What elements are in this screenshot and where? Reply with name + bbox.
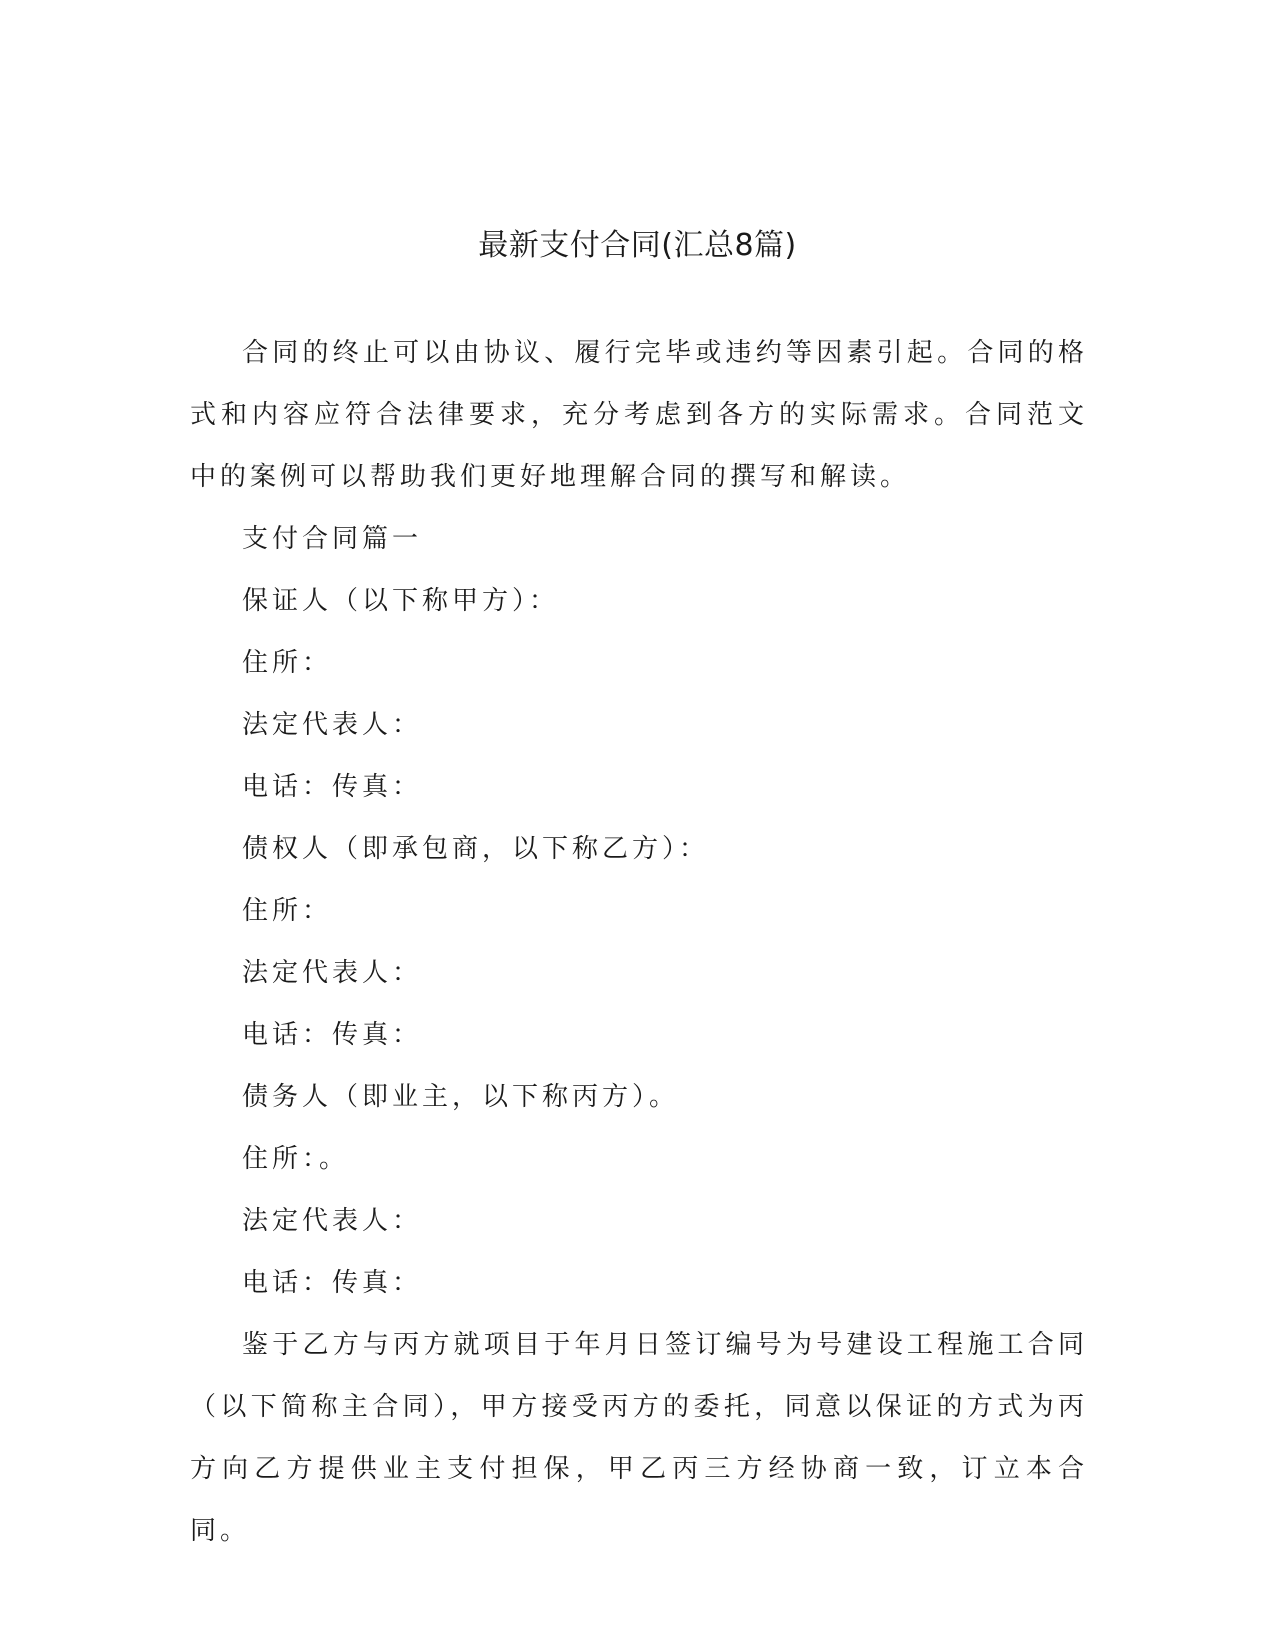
document-body [190, 322, 1088, 1562]
creditor-representative-line: 法定代表人： [242, 958, 423, 988]
guarantor-representative-line: 法定代表人： [242, 710, 423, 740]
creditor-line: 债权人（即承包商，以下称乙方）： [242, 834, 710, 864]
creditor-address-line: 住所： [242, 896, 333, 926]
debtor-address-line: 住所：。 [242, 1144, 350, 1174]
section-heading: 支付合同篇一 [242, 524, 423, 554]
debtor-representative-line: 法定代表人： [242, 1206, 423, 1236]
intro-paragraph: 合同的终止可以由协议、履行完毕或违约等因素引起。合同的格式和内容应符合法律要求，充分考虑到各方的实际需求。合同范文中的案例可以帮助我们更好地理解合同的撰写和解读。 [190, 338, 1088, 492]
recital-paragraph: 鉴于乙方与丙方就项目于年月日签订编号为号建设工程施工合同（以下简称主合同），甲方接受丙方的委托，同意以保证的方式为丙方向乙方提供业主支付担保，甲乙丙三方经协商一致，订立本合同。 [190, 1330, 1088, 1546]
document-title: 最新支付合同(汇总8篇) [478, 228, 797, 264]
creditor-contact-line: 电话：传真： [242, 1020, 423, 1050]
guarantor-line: 保证人（以下称甲方）： [242, 586, 560, 616]
guarantor-contact-line: 电话：传真： [242, 772, 423, 802]
guarantor-address-line: 住所： [242, 648, 333, 678]
debtor-contact-line: 电话：传真： [242, 1268, 423, 1298]
debtor-line: 债务人（即业主，以下称丙方）。 [242, 1082, 680, 1112]
